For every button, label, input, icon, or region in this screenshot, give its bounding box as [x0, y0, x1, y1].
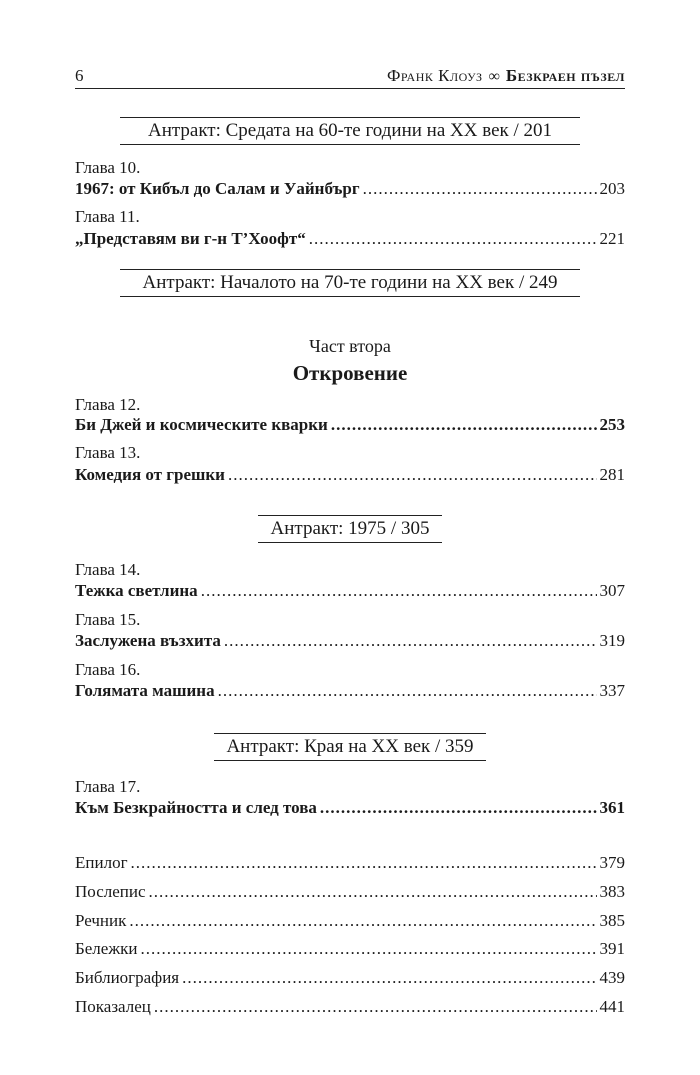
chapter-label: Глава 11.	[75, 207, 140, 226]
dot-leader	[149, 881, 597, 903]
toc-entry[interactable]	[75, 228, 625, 250]
dot-leader	[154, 996, 597, 1018]
toc-entry-title: 1967: от Кибъл до Салам и Уайнбърг	[75, 179, 360, 198]
toc-entry-title: Библиография	[75, 968, 180, 987]
toc-entry-page: 281	[599, 465, 625, 484]
toc-entry[interactable]	[75, 852, 625, 874]
dot-leader	[309, 228, 597, 250]
toc-entry[interactable]	[75, 938, 625, 960]
toc-entry-title: Тежка светлина	[75, 581, 198, 600]
dot-leader	[182, 967, 596, 989]
toc-entry-page: 439	[599, 968, 625, 987]
running-header	[75, 62, 625, 89]
toc-entry[interactable]	[75, 967, 625, 989]
toc-entry-title: „Представям ви г-н Т’Хоофт“	[75, 229, 306, 248]
toc-entry[interactable]	[75, 414, 625, 436]
toc-entry-page: 337	[599, 681, 625, 700]
intermission-heading: Антракт: Средата на 60-те години на XX век / 201	[120, 117, 580, 145]
dot-leader	[140, 938, 596, 960]
chapter-label: Глава 16.	[75, 660, 141, 679]
intermission-heading: Антракт: Началото на 70-те години на XX век / 249	[120, 269, 580, 297]
intermission-heading: Антракт: 1975 / 305	[258, 515, 442, 543]
chapter-label: Глава 12.	[75, 395, 141, 414]
part-label: Част втора	[309, 336, 391, 356]
header-right	[387, 66, 625, 86]
toc-entry-page: 221	[599, 229, 625, 248]
toc-entry-title: Показалец	[75, 997, 151, 1016]
toc-entry-page: 307	[599, 581, 625, 600]
toc-entry[interactable]	[75, 680, 625, 702]
dot-leader	[131, 852, 597, 874]
toc-entry-title: Голямата машина	[75, 681, 215, 700]
toc-entry-page: 203	[599, 179, 625, 198]
intermission-heading: Антракт: Края на XX век / 359	[214, 733, 486, 761]
toc-entry[interactable]	[75, 630, 625, 652]
chapter-label: Глава 17.	[75, 777, 141, 796]
toc-entry[interactable]	[75, 464, 625, 486]
chapter-label: Глава 15.	[75, 610, 141, 629]
toc-entry[interactable]	[75, 797, 625, 819]
toc-entry-title: Комедия от грешки	[75, 465, 225, 484]
dot-leader	[218, 680, 597, 702]
toc-entry-title: Бележки	[75, 939, 138, 958]
toc-entry-page: 391	[599, 939, 625, 958]
dot-leader	[224, 630, 597, 652]
page-number: 6	[75, 66, 84, 85]
dot-leader	[331, 414, 597, 436]
toc-entry[interactable]	[75, 996, 625, 1018]
chapter-label: Глава 13.	[75, 443, 141, 462]
toc-entry-title: Заслужена възхита	[75, 631, 221, 650]
infinity-icon: ∞	[488, 68, 500, 85]
chapter-label: Глава 10.	[75, 158, 141, 177]
toc-entry[interactable]	[75, 881, 625, 903]
toc-entry[interactable]	[75, 910, 625, 932]
toc-entry[interactable]	[75, 178, 625, 200]
header-book-title: Безкраен пъзел	[505, 66, 625, 85]
dot-leader	[201, 580, 597, 602]
toc-entry-page: 379	[599, 853, 625, 872]
toc-entry-page: 385	[599, 911, 625, 930]
header-author: Франк Клоуз	[386, 66, 483, 85]
dot-leader	[228, 464, 597, 486]
toc-entry-title: Към Безкрайността и след това	[75, 798, 317, 817]
toc-entry-page: 253	[599, 415, 625, 434]
toc-entry-title: Би Джей и космическите кварки	[75, 415, 328, 434]
chapter-label: Глава 14.	[75, 560, 141, 579]
toc-entry[interactable]	[75, 580, 625, 602]
dot-leader	[320, 797, 597, 819]
toc-entry-page: 319	[599, 631, 625, 650]
part-title: Откровение	[292, 361, 408, 385]
toc-entry-page: 441	[599, 997, 625, 1016]
dot-leader	[129, 910, 596, 932]
toc-entry-title: Епилог	[75, 853, 128, 872]
toc-entry-title: Послепис	[75, 882, 146, 901]
dot-leader	[363, 178, 597, 200]
toc-entry-title: Речник	[75, 911, 127, 930]
toc-entry-page: 383	[599, 882, 625, 901]
toc-entry-page: 361	[599, 798, 625, 817]
